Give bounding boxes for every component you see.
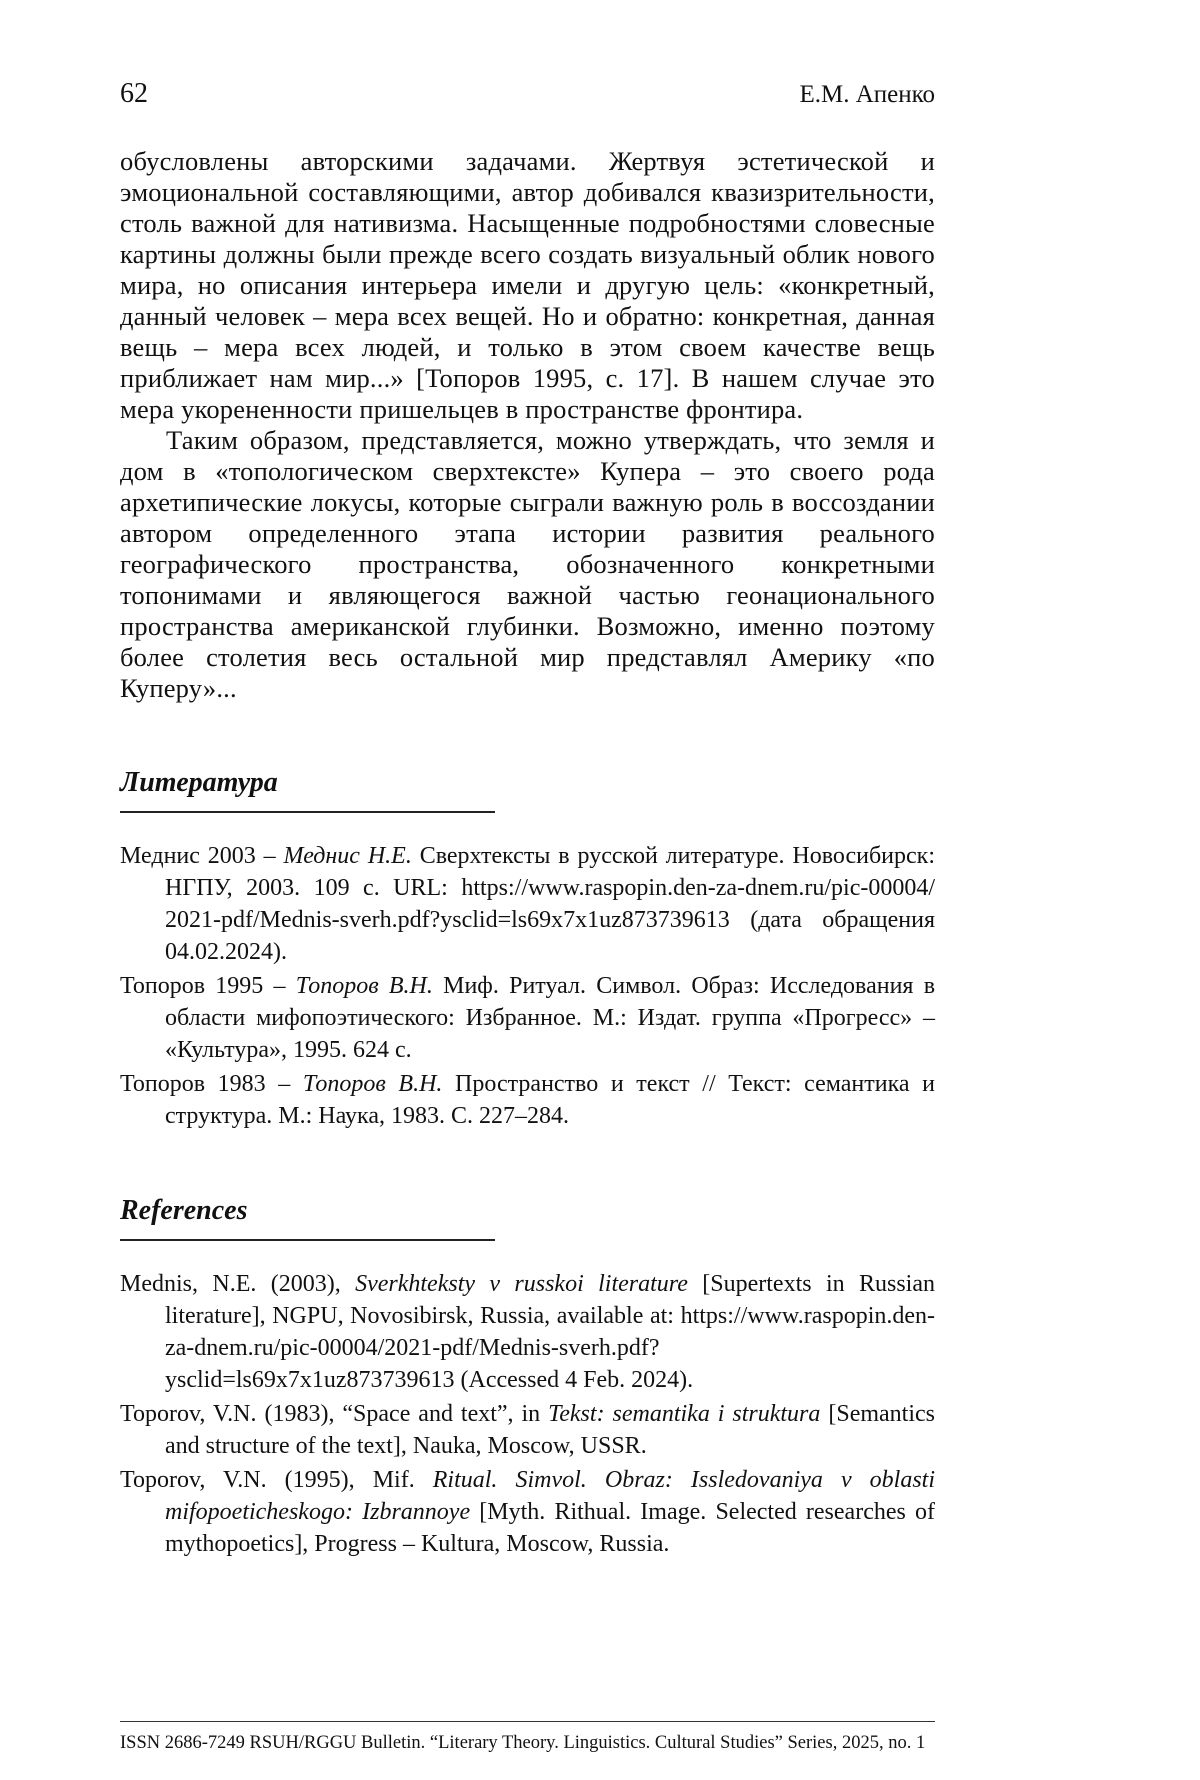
page-footer [120,1721,935,1754]
bib-entry-text: Миф. Ритуал. Символ. Образ: Исследования в области мифопоэтического: Избранное. М.: Издат. группа «Прогресс» – «Культура», 1995. 624 с. [165,973,936,1063]
body-paragraph-1: обусловлены авторскими задачами. Жертвуя эстетической и эмоциональной составляющими, автор добивался квазизрительности, столь важной для нативизма. Насыщенные подробностями словесные картины должны были прежде всего создать визуальный облик нового мира, но описания интерьера имели и другую цель: «конкретный, данный человек – мера всех вещей. Но и обратно: конкретная, данная вещь – мера всех людей, и только в этом своем качестве вещь приближает нам мир...» [Топоров 1995, с. 17]. В нашем случае это мера укорененности пришельцев в пространстве фронтира. [120,146,935,424]
reference-entry-text: [Supertexts in Russian literature], NGPU, Novosibirsk, Russia, available at: https://www.raspopin.den-za-dnem.ru/pic-00004/2021-pdf/Mednis-sverh.pdf?ysclid=ls69x7x1uz873739613 (Accessed 4 Feb. 2024). [165,1271,935,1393]
bib-entry-key: Топоров 1983 – [120,1071,303,1097]
bib-entry-author: Меднис Н.Е. [283,843,412,869]
bib-entry-author: Топоров В.Н. [295,973,433,999]
bibliography-entry [120,1068,935,1132]
reference-entry-title: Ritual. Simvol. Obraz: Issledovaniya v oblasti mifopoeticheskogo: Izbrannoye [165,1467,935,1525]
footer-rule [120,1721,935,1722]
reference-entry-author: Toporov, V.N. (1983), “Space and text”, in [120,1401,549,1427]
running-author: Е.М. Апенко [799,81,935,108]
bibliography-entry [120,840,935,968]
literatura-list [120,840,935,1132]
references-rule [120,1239,495,1241]
references-section [120,1196,935,1560]
literatura-rule [120,811,495,813]
reference-entry-title: Sverkhteksty v russkoi literature [355,1271,688,1297]
body-paragraph-2: Таким образом, представляется, можно утверждать, что земля и дом в «топологическом сверхтексте» Купера – это своего рода архетипические локусы, которые сыграли важную роль в воссоздании автором определенного этапа истории развития реального географического пространства, обозначенного конкретными топонимами и являющегося важной частью геонационального пространства американской глубинки. Возможно, именно поэтому более столетия весь остальной мир представлял Америку «по Куперу»... [120,425,935,703]
bib-entry-key: Топоров 1995 – [120,973,296,999]
footer-issn-line: ISSN 2686-7249 RSUH/RGGU Bulletin. “Literary Theory. Linguistics. Cultural Studies” Series, 2025, no. 1 [120,1733,926,1753]
references-heading: References [120,1195,248,1226]
reference-entry-title: Tekst: semantika i struktura [548,1401,821,1427]
reference-entry-text: [Semantics and structure of the text], Nauka, Moscow, USSR. [165,1401,935,1459]
bibliography-entry [120,970,935,1066]
reference-entry-author: Mednis, N.E. (2003), [120,1271,356,1297]
bib-entry-text: Сверхтексты в русской литературе. Новосибирск: НГПУ, 2003. 109 с. URL: https://www.raspopin.den-za-dnem.ru/pic-00004/ 2021-pdf/Mednis-sverh.pdf?ysclid=ls69x7x1uz873739613 (дата обращения 04.02.2024). [165,843,935,965]
bib-entry-author: Топоров В.Н. [302,1071,443,1097]
literatura-heading: Литература [120,767,278,798]
reference-entry [120,1268,935,1396]
reference-entry-text: [Myth. Rithual. Image. Selected researches of mythopoetics], Progress – Kultura, Moscow, Russia. [165,1499,936,1557]
bib-entry-key: Меднис 2003 – [120,843,284,869]
running-header [120,78,935,110]
references-list [120,1268,935,1560]
reference-entry [120,1398,935,1462]
bib-entry-text: Пространство и текст // Текст: семантика и структура. М.: Наука, 1983. С. 227–284. [165,1071,935,1129]
reference-entry [120,1464,935,1560]
reference-entry-author: Toporov, V.N. (1995), Mif. [120,1467,433,1493]
literatura-section [120,768,935,1132]
page-number: 62 [120,78,148,109]
page-content [120,78,935,1560]
